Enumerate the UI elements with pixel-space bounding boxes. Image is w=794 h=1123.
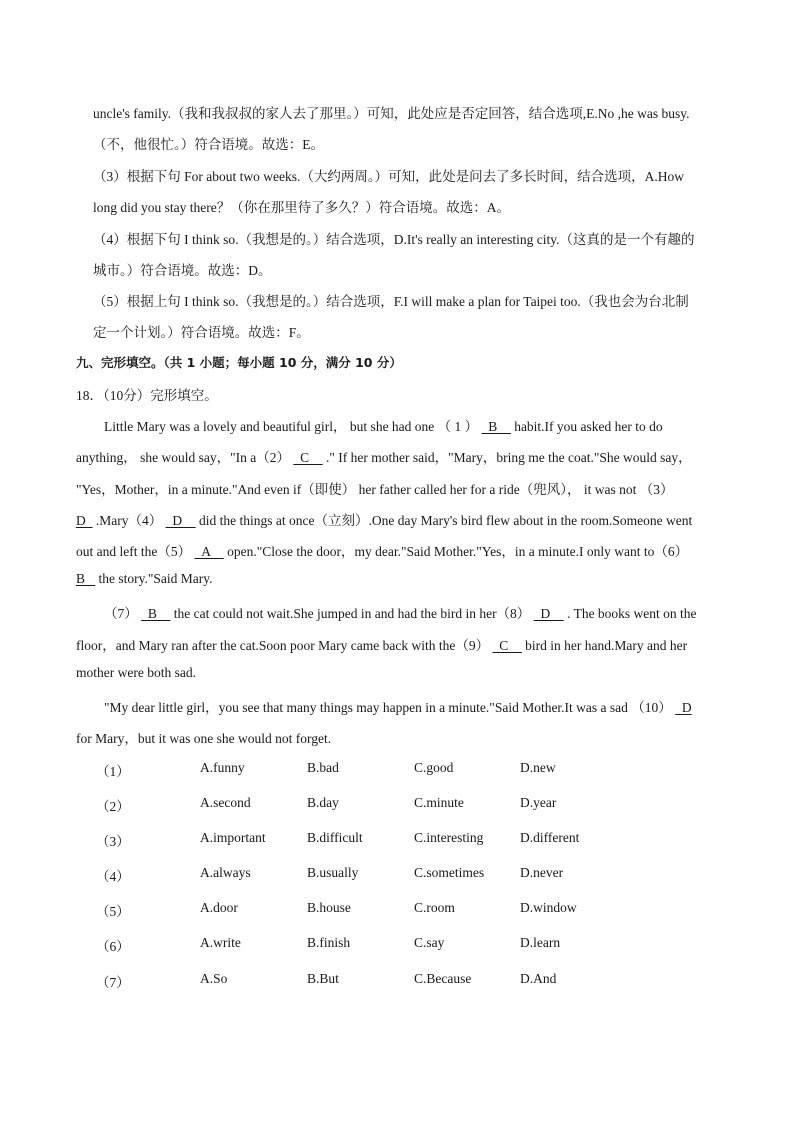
option-b: B.difficult	[307, 830, 363, 845]
passage-text: （7）	[104, 606, 138, 621]
passage-line-9: mother were both sad.	[76, 665, 196, 680]
passage-text: open."Close the door，my dear."Said Mother."Yes，in a minute.I only want to（6）	[227, 544, 689, 559]
option-a: A.So	[200, 971, 228, 986]
option-number: （6）	[96, 939, 130, 954]
answer-blank-1: B	[481, 419, 511, 434]
passage-line-6	[76, 571, 213, 587]
option-a: A.write	[200, 935, 241, 950]
passage-text: "My dear little girl，you see that many things may happen in a minute."Said Mother.It was a sad （10）	[104, 700, 672, 715]
option-c: C.sometimes	[414, 865, 485, 880]
passage-text: Little Mary was a lovely and beautiful girl， but she had one （ 1 ）	[104, 419, 479, 434]
option-d: D.window	[520, 900, 577, 915]
option-b: B.usually	[307, 865, 359, 880]
answer-blank-4: D	[165, 513, 196, 528]
option-row	[0, 935, 794, 953]
option-number: （2）	[96, 799, 130, 814]
section-heading: 九、完形填空。（共 1 小题；每小题 10 分，满分 10 分）	[76, 355, 402, 370]
passage-text: did the things at once（立刻）.One day Mary's bird flew about in the room.Someone went	[199, 513, 693, 528]
passage-text: . The books went on the	[567, 606, 697, 621]
passage-line-2	[76, 446, 692, 466]
passage-line-7	[104, 602, 697, 622]
option-b: B.house	[307, 900, 351, 915]
explanation-line-3: （3）根据下句 For about two weeks.（大约两周。）可知，此处是问去了多长时间，结合选项，A.How	[93, 169, 684, 184]
option-c: C.say	[414, 935, 445, 950]
passage-text: the cat could not wait.She jumped in and had the bird in her（8）	[173, 606, 531, 621]
option-b: B.finish	[307, 935, 351, 950]
option-row	[0, 971, 794, 989]
option-b: B.day	[307, 795, 339, 810]
option-d: D.never	[520, 865, 564, 880]
option-b: B.But	[307, 971, 339, 986]
option-row	[0, 900, 794, 918]
answer-blank-10: D	[675, 700, 692, 715]
option-c: C.interesting	[414, 830, 484, 845]
passage-line-8	[76, 634, 687, 654]
answer-blank-9: C	[492, 638, 522, 653]
option-row	[0, 760, 794, 778]
option-d: D.And	[520, 971, 557, 986]
passage-text: anything， she would say，"In a（2）	[76, 450, 290, 465]
option-a: A.important	[200, 830, 266, 845]
passage-line-3: "Yes，Mother，in a minute."And even if（即使） her father called her for a ride（兜风）， it was not （3）	[76, 482, 674, 497]
option-number: （5）	[96, 904, 130, 919]
option-number: （3）	[96, 834, 130, 849]
option-d: D.year	[520, 795, 557, 810]
explanation-line-1: uncle's family.（我和我叔叔的家人去了那里。）可知，此处应是否定回答，结合选项,E.No ,he was busy.	[93, 106, 690, 121]
passage-line-5	[76, 540, 688, 560]
option-row	[0, 795, 794, 813]
option-c: C.room	[414, 900, 455, 915]
option-a: A.second	[200, 795, 251, 810]
passage-text: the story."Said Mary.	[98, 571, 213, 586]
option-number: （7）	[96, 975, 130, 990]
passage-text: out and left the（5）	[76, 544, 192, 559]
answer-blank-2: C	[293, 450, 323, 465]
passage-line-1	[104, 415, 663, 435]
passage-text: bird in her hand.Mary and her	[525, 638, 688, 653]
passage-text: habit.If you asked her to do	[514, 419, 663, 434]
answer-blank-8: D	[533, 606, 564, 621]
option-c: C.good	[414, 760, 454, 775]
option-row	[0, 865, 794, 883]
explanation-line-5: （4）根据下句 I think so.（我想是的。）结合选项，D.It's really an interesting city.（这真的是一个有趣的	[93, 232, 695, 247]
option-row	[0, 830, 794, 848]
passage-text: .Mary（4）	[95, 513, 163, 528]
explanation-line-2: （不，他很忙。）符合语境。故选：E。	[93, 137, 324, 152]
explanation-line-6: 城市。）符合语境。故选：D。	[93, 263, 272, 278]
question-title: 18．（10分）完形填空。	[76, 388, 218, 403]
passage-line-11: for Mary，but it was one she would not forget.	[76, 731, 332, 746]
passage-text: floor，and Mary ran after the cat.Soon poor Mary came back with the（9）	[76, 638, 490, 653]
passage-line-4	[76, 509, 692, 529]
answer-blank-7: B	[141, 606, 171, 621]
option-a: A.door	[200, 900, 238, 915]
explanation-line-8: 定一个计划。）符合语境。故选：F。	[93, 325, 310, 340]
option-a: A.funny	[200, 760, 245, 775]
explanation-line-7: （5）根据上句 I think so.（我想是的。）结合选项，F.I will make a plan for Taipei too.（我也会为台北制	[93, 294, 689, 309]
explanation-line-4: long did you stay there？（你在那里待了多久？）符合语境。故选：A。	[93, 200, 510, 215]
option-d: D.learn	[520, 935, 561, 950]
option-c: C.Because	[414, 971, 472, 986]
option-number: （1）	[96, 764, 130, 779]
option-a: A.always	[200, 865, 251, 880]
answer-blank-3: D	[76, 513, 93, 528]
option-d: D.different	[520, 830, 580, 845]
option-b: B.bad	[307, 760, 339, 775]
answer-blank-5: A	[194, 544, 224, 559]
passage-line-10	[104, 696, 692, 716]
answer-blank-6: B	[76, 571, 96, 586]
option-d: D.new	[520, 760, 556, 775]
option-number: （4）	[96, 869, 130, 884]
passage-text: ." If her mother said，"Mary，bring me the coat."She would say，	[326, 450, 692, 465]
option-c: C.minute	[414, 795, 464, 810]
